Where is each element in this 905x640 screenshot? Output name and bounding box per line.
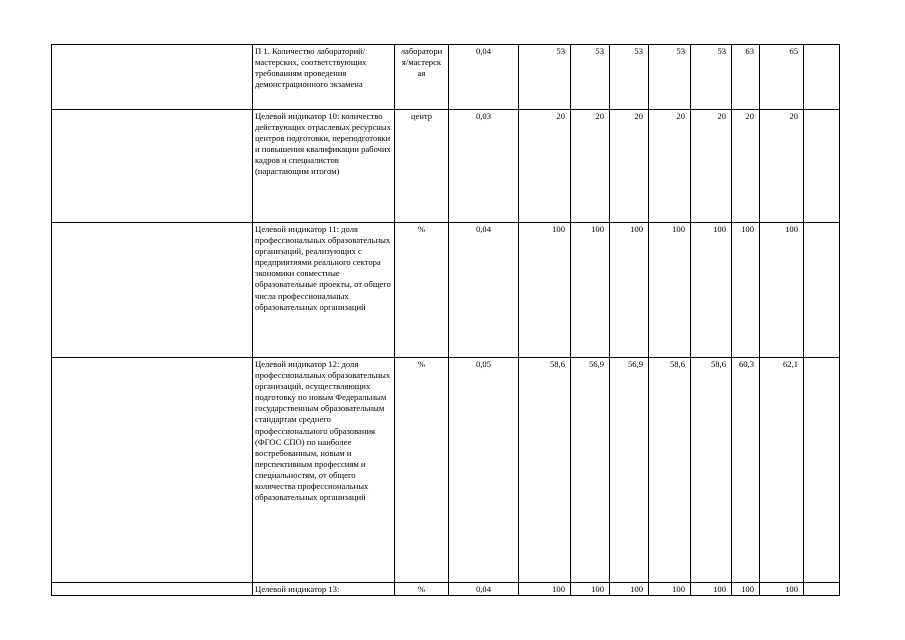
indicator-weight: 0,04 xyxy=(449,583,519,596)
indicator-value: 100 xyxy=(519,583,571,596)
table-row xyxy=(52,223,840,358)
blank-cell xyxy=(52,223,253,358)
indicator-value: 100 xyxy=(519,223,571,358)
indicator-weight: 0,05 xyxy=(449,358,519,583)
indicator-value: 100 xyxy=(571,223,610,358)
indicators-table xyxy=(51,44,840,596)
indicator-value: 58,6 xyxy=(649,358,691,583)
indicator-value: 58,6 xyxy=(691,358,732,583)
indicator-value: 58,6 xyxy=(519,358,571,583)
indicator-unit: лаборатори я/мастерск ая xyxy=(395,45,449,110)
indicator-weight: 0,04 xyxy=(449,45,519,110)
indicator-name: Целевой индикатор 10: количество действующих отраслевых ресурсных центров подготовки, переподготовки и повышения квалификации рабочих кадров и специалистов (нарастающим итогом) xyxy=(253,110,395,223)
indicator-value: 20 xyxy=(610,110,649,223)
blank-cell xyxy=(804,45,840,110)
indicator-value: 100 xyxy=(760,223,804,358)
blank-cell xyxy=(52,45,253,110)
indicator-value: 100 xyxy=(610,583,649,596)
indicator-weight: 0,03 xyxy=(449,110,519,223)
indicator-name: Целевой индикатор 13: xyxy=(253,583,395,596)
indicator-weight: 0,04 xyxy=(449,223,519,358)
indicator-value: 53 xyxy=(519,45,571,110)
blank-cell xyxy=(52,358,253,583)
indicator-value: 100 xyxy=(732,583,760,596)
indicator-value: 100 xyxy=(649,223,691,358)
indicator-name: Целевой индикатор 12: доля профессиональных образовательных организаций, осуществляющих подготовку по новым Федеральным государственным образовательным стандартам среднего профессионального образования (ФГОС СПО) по наиболее востребованным, новым и перспективным профессиям и специальностям, от общего количества профессиональных образовательных организаций xyxy=(253,358,395,583)
indicator-unit: % xyxy=(395,583,449,596)
indicator-value: 100 xyxy=(691,223,732,358)
indicator-value: 100 xyxy=(610,223,649,358)
table-row xyxy=(52,358,840,583)
indicator-value: 53 xyxy=(691,45,732,110)
blank-cell xyxy=(804,223,840,358)
indicator-value: 100 xyxy=(571,583,610,596)
blank-cell xyxy=(804,358,840,583)
blank-cell xyxy=(804,583,840,596)
blank-cell xyxy=(52,110,253,223)
blank-cell xyxy=(804,110,840,223)
indicator-value: 100 xyxy=(649,583,691,596)
indicator-value: 20 xyxy=(760,110,804,223)
table-row xyxy=(52,45,840,110)
indicator-value: 56,9 xyxy=(571,358,610,583)
indicator-unit: центр xyxy=(395,110,449,223)
table-row xyxy=(52,583,840,596)
indicator-name: П 1. Количество лабораторий/мастерских, соответствующих требованиям проведения демонстрационного экзамена xyxy=(253,45,395,110)
indicator-value: 65 xyxy=(760,45,804,110)
indicator-value: 56,9 xyxy=(610,358,649,583)
indicator-value: 20 xyxy=(519,110,571,223)
indicator-value: 100 xyxy=(732,223,760,358)
indicator-value: 53 xyxy=(649,45,691,110)
indicator-value: 63 xyxy=(732,45,760,110)
indicator-name: Целевой индикатор 11: доля профессиональных образовательных организаций, реализующих с предприятиями реального сектора экономики совместные образовательные проекты, от общего числа профессиональных образовательных организаций xyxy=(253,223,395,358)
indicator-value: 60,3 xyxy=(732,358,760,583)
indicator-value: 20 xyxy=(571,110,610,223)
indicator-unit: % xyxy=(395,358,449,583)
indicator-value: 100 xyxy=(760,583,804,596)
indicator-value: 100 xyxy=(691,583,732,596)
indicator-value: 20 xyxy=(691,110,732,223)
indicator-value: 53 xyxy=(610,45,649,110)
indicator-value: 62,1 xyxy=(760,358,804,583)
indicator-value: 20 xyxy=(732,110,760,223)
indicator-unit: % xyxy=(395,223,449,358)
table-row xyxy=(52,110,840,223)
indicator-value: 53 xyxy=(571,45,610,110)
indicator-value: 20 xyxy=(649,110,691,223)
blank-cell xyxy=(52,583,253,596)
